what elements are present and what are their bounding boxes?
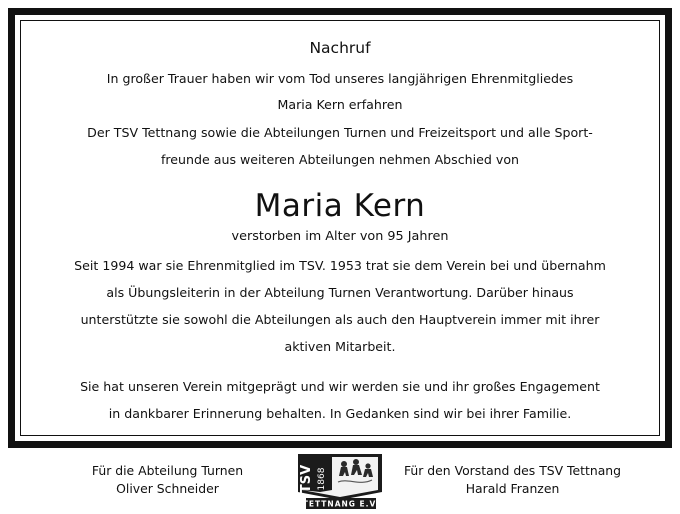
announcement-line-2: freunde aus weiteren Abteilungen nehmen Abschied von: [160, 152, 520, 168]
intro-line-1: In großer Trauer haben wir vom Tod unseres langjährigen Ehrenmitgliedes: [106, 70, 574, 86]
svg-text:TETTNANG E.V.: TETTNANG E.V.: [302, 499, 380, 509]
svg-text:TSV: TSV: [299, 465, 314, 494]
signature-right: [400, 462, 625, 498]
biography-line-2: als Übungsleiterin in der Abteilung Turnen Verantwortung. Darüber hinaus: [106, 285, 574, 301]
signature-row: [51, 448, 629, 514]
biography-line-3: unterstützte sie sowohl die Abteilungen als auch den Hauptverein immer mit ihrer: [80, 311, 600, 327]
intro-line-2: Maria Kern erfahren: [277, 97, 403, 113]
closing-line-2: in dankbarer Erinnerung behalten. In Gedanken sind wir bei ihrer Familie.: [108, 405, 572, 421]
intro-block: [51, 70, 629, 125]
announcement-line-1: Der TSV Tettnang sowie die Abteilungen Turnen und Freizeitsport und alle Sport-: [87, 125, 593, 141]
signature-left-person: Oliver Schneider: [116, 481, 219, 497]
signature-left: [55, 462, 280, 498]
layout-spacer: [51, 444, 629, 446]
deceased-name: Maria Kern: [254, 188, 426, 225]
notice-heading: Nachruf: [309, 39, 371, 57]
svg-text:1868: 1868: [317, 467, 327, 491]
signature-left-role: Für die Abteilung Turnen: [91, 463, 244, 479]
biography-block: [51, 257, 629, 366]
biography-line-1: Seit 1994 war sie Ehrenmitglied im TSV. 1953 trat sie dem Verein bei und übernahm: [74, 258, 606, 274]
closing-line-1: Sie hat unseren Verein mitgeprägt und wir werden sie und ihr großes Engagement: [80, 378, 600, 394]
deceased-age-line: verstorben im Alter von 95 Jahren: [231, 229, 449, 245]
tsv-tettnang-logo-icon: [280, 448, 400, 512]
mourning-border-outer: [8, 8, 672, 509]
signature-right-role: Für den Vorstand des TSV Tettnang: [403, 463, 622, 479]
announcement-block: [51, 124, 629, 179]
signature-right-person: Harald Franzen: [465, 481, 560, 497]
biography-line-4: aktiven Mitarbeit.: [284, 338, 396, 354]
mourning-border-inner: [20, 20, 660, 509]
closing-block: [51, 378, 629, 433]
